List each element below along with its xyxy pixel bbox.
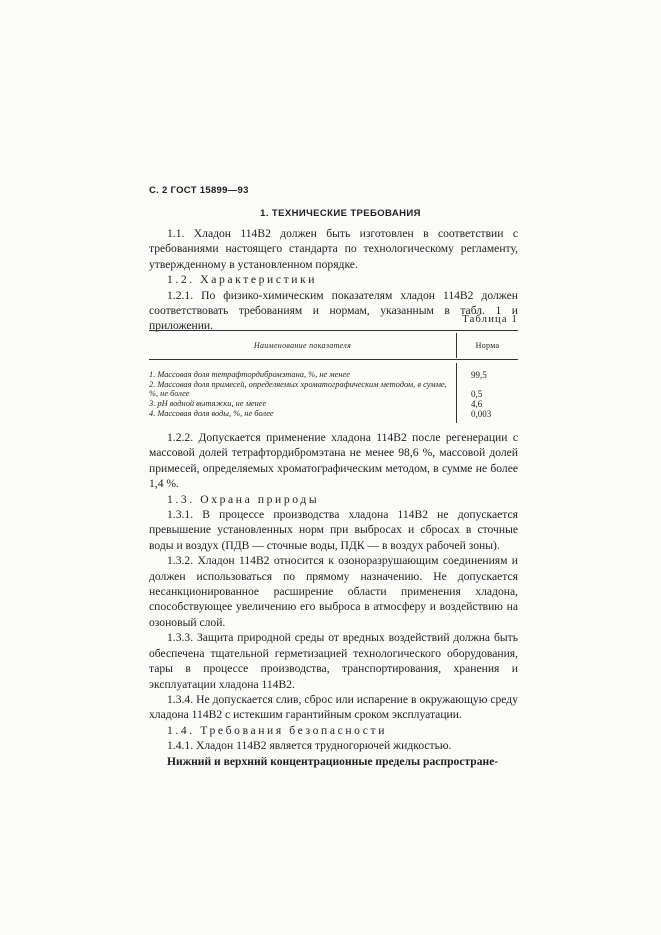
table-caption: Таблица 1 <box>462 314 518 325</box>
table-row-norm: 0,003 <box>471 409 492 419</box>
table-top-rule <box>149 330 518 331</box>
block-1-2-2-to-end <box>149 430 518 769</box>
table-row-norm: 4,6 <box>471 399 483 409</box>
paragraph-1-4-1: 1.4.1. Хладон 114В2 является трудногорючей жидкостью. <box>167 739 452 753</box>
table-row-norm: 0,5 <box>471 389 483 399</box>
table-header-name: Наименование показателя <box>253 341 352 350</box>
table-row-name: 4. Массовая доля воды, %, не более <box>149 409 274 418</box>
table-1 <box>149 330 518 425</box>
paragraph-1-1: 1.1. Хладон 114В2 должен быть изготовлен в соответствии с требованиями настоящего стандарта по технологическому регламенту, утвержденному в установленном порядке. <box>149 227 518 271</box>
page-header: С. 2 ГОСТ 15899—93 <box>149 185 249 196</box>
table-row-norm: 99,5 <box>471 370 487 380</box>
table-header-norm: Норма <box>475 341 500 350</box>
paragraph-1-3-2: 1.3.2. Хладон 114В2 относится к озоноразрушающим соединениям и должен использоваться по прямому назначению. Не допускается несанкционированное расширение области применения хладона, способствующее увеличению его выброса в атмосферу и воздействию на озоновый слой. <box>149 554 518 629</box>
paragraph-1-2-2: 1.2.2. Допускается применение хладона 114В2 после регенерации с массовой долей тетрафтордибромэтана не менее 98,6 %, массовой долей примесей, определяемых хроматографическим методом, в сумме не более 1,4 %. <box>149 431 518 491</box>
table-column-divider <box>456 363 457 423</box>
table-header-rule <box>149 359 518 360</box>
paragraph-1-3-4: 1.3.4. Не допускается слив, сброс или испарение в окружающую среду хладона 114В2 с истекшим гарантийным сроком эксплуатации. <box>149 692 518 722</box>
paragraph-1-2-1: 1.2.1. По физико-химическим показателям хладон 114В2 должен соответствовать требованиям и нормам, указанным в табл. 1 и приложении. <box>149 288 518 333</box>
section-title: 1. ТЕХНИЧЕСКИЕ ТРЕБОВАНИЯ <box>260 208 421 219</box>
table-row-name: 2. Массовая доля примесей, определяемых хроматографическим методом, в сумме, %, не более <box>149 380 447 398</box>
paragraph-1-3-3: 1.3.3. Защита природной среды от вредных воздействий должна быть обеспечена тщательной герметизацией технологического оборудования, тары в процессе производства, транспортирования, хранения и эксплуатации хладона 114В2. <box>149 631 518 691</box>
paragraph-continued: Нижний и верхний концентрационные пределы распростране- <box>167 754 499 768</box>
table-row-name: 1. Массовая доля тетрафтордибромэтана, %, не менее <box>149 370 350 379</box>
subheading-1-3: 1.3. Охрана природы <box>167 492 320 506</box>
paragraph-1-3-1: 1.3.1. В процессе производства хладона 114В2 не допускается превышение установленных норм при выбросах и сбросах в сточные воды и воздух (ПДВ — сточные воды, ПДК — в воздух рабочей зоны). <box>149 508 518 552</box>
table-row-name: 3. pH водной вытяжки, не менее <box>149 399 267 408</box>
subheading-1-2: 1.2. Характеристики <box>167 273 318 287</box>
subheading-1-4: 1.4. Требования безопасности <box>167 723 388 737</box>
